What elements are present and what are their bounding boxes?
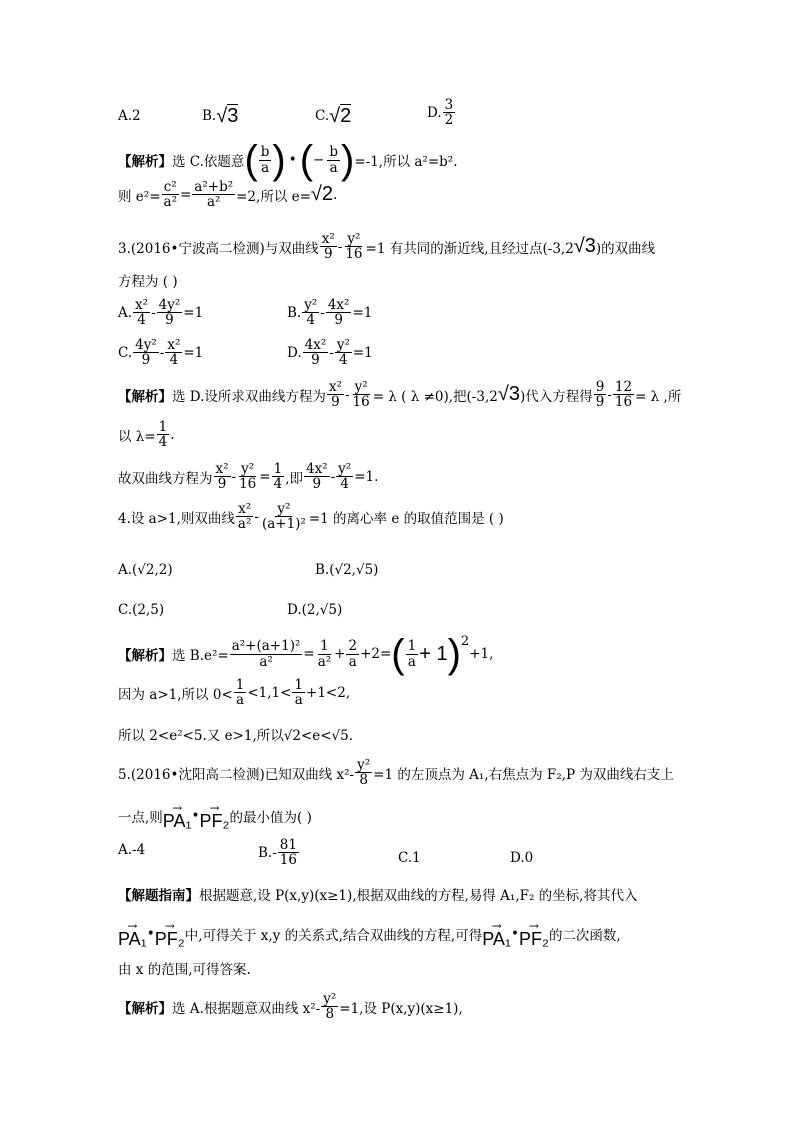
fraction: [320, 232, 337, 261]
q2-option-b-label: B.: [202, 108, 217, 124]
vector-label: PA₁: [118, 929, 147, 949]
q5-guide-line3: [118, 958, 251, 978]
frac-den: 16: [614, 394, 633, 411]
minus: -: [151, 304, 156, 321]
frac-den: a: [236, 692, 245, 709]
option-text: B.(√2,√5): [315, 562, 379, 578]
option-text: A.-4: [118, 842, 146, 858]
plus: +: [334, 646, 346, 662]
q3-option-a: [118, 298, 203, 327]
fraction: [355, 758, 372, 787]
analysis-tag: 【解析】: [118, 1000, 172, 1017]
frac-den: a²: [317, 653, 332, 670]
frac-num: y²: [304, 297, 318, 313]
minus: -: [344, 386, 350, 403]
analysis-text: 故双曲线方程为: [118, 470, 213, 487]
guide-text: 根据题意,设 P(x,y)(x≥1),根据双曲线的方程,易得 A₁,F₂ 的坐标,将其代入: [199, 888, 638, 904]
fraction: [443, 98, 456, 127]
analysis-tag: 【解析】: [118, 648, 172, 664]
sqrt-three: √3: [573, 235, 596, 258]
q4-analysis-line3: [118, 724, 353, 744]
guide-tag: 【解题指南】: [118, 888, 199, 904]
frac-num: x²: [238, 501, 252, 517]
fraction: [346, 639, 359, 668]
vector-label: PF₂: [199, 811, 230, 831]
q5-analysis-line1: [118, 992, 463, 1021]
q2-option-a: [118, 108, 141, 124]
frac-den: 9: [312, 476, 322, 493]
minus: -: [254, 508, 259, 525]
fraction: [613, 380, 634, 409]
frac-num: 4x²: [305, 461, 328, 477]
fraction: [192, 180, 235, 209]
frac-num: 81: [279, 837, 297, 853]
frac-num: c²: [163, 179, 177, 195]
fraction: [260, 502, 308, 531]
frac-den: 4: [339, 352, 348, 369]
frac-num: 1: [407, 638, 417, 655]
dot: •: [510, 926, 519, 942]
frac-num: y²: [347, 231, 361, 247]
frac-num: 3: [444, 97, 454, 113]
frac-den: 4: [273, 476, 283, 493]
equals-one: =1: [183, 344, 204, 361]
frac-den: 4: [137, 312, 146, 329]
frac-num: x²: [135, 297, 149, 313]
option-label: A.: [118, 304, 133, 321]
analysis-text: 选 B.e²=: [172, 648, 229, 664]
q3-stem-line2: [118, 270, 178, 290]
frac-den: a: [348, 653, 357, 670]
q5-option-d: [510, 850, 533, 866]
fraction: [133, 298, 150, 327]
right-paren: ): [447, 632, 461, 676]
frac-den: a²: [206, 194, 221, 211]
fraction: [302, 298, 319, 327]
q3-option-b: [287, 298, 372, 327]
fraction: [327, 380, 344, 409]
question-text: 4.设 a>1,则双曲线: [118, 510, 235, 527]
q2-option-a-text: A.2: [118, 108, 141, 124]
frac-num: 4y²: [158, 297, 181, 313]
option-label: D.: [287, 344, 302, 361]
q2-analysis-line1: [118, 140, 458, 180]
frac-num: 9: [595, 379, 605, 395]
frac-den: a²: [259, 653, 273, 670]
question-text: =1 有共同的渐近线,且经过点(-3,2: [365, 240, 574, 257]
frac-num: y²: [354, 379, 368, 395]
frac-den: 8: [325, 1006, 335, 1023]
frac-num: 4x²: [327, 297, 350, 313]
frac-den: 16: [345, 246, 363, 263]
q3-analysis-line2: [118, 420, 175, 449]
frac-den: a: [261, 159, 270, 176]
frac-num: 1: [158, 419, 168, 435]
minus: -: [159, 344, 165, 361]
arrow-icon: →: [491, 919, 502, 933]
q5-option-c: [398, 850, 421, 866]
left-paren: (: [299, 138, 314, 182]
fraction: [304, 462, 330, 491]
dot: •: [288, 152, 297, 168]
equals: =: [259, 468, 271, 485]
question-text: )的双曲线: [595, 240, 656, 257]
frac-num: a²+(a+1)²: [231, 638, 301, 655]
frac-num: 1: [273, 461, 283, 477]
dot: •: [191, 808, 200, 824]
frac-num: y²: [338, 461, 352, 477]
analysis-text: =1.: [354, 468, 379, 485]
analysis-text: =-1,所以 a²=b².: [354, 154, 458, 170]
analysis-text: =2,所以 e=: [236, 188, 311, 205]
minus: -: [329, 344, 334, 361]
vector-pa1: [482, 920, 511, 948]
fraction: [327, 145, 340, 174]
frac-num: x²: [167, 337, 181, 353]
q4-option-d: [287, 602, 342, 618]
frac-den: 4: [169, 352, 179, 369]
q5-stem-line2: [118, 802, 312, 830]
equals-one: =1: [183, 304, 204, 321]
frac-den: 9: [595, 394, 605, 411]
question-text: 一点,则: [118, 810, 163, 826]
frac-den: a²: [237, 516, 252, 533]
minus: -: [337, 238, 343, 255]
fraction: [278, 838, 299, 867]
right-paren: ): [341, 138, 355, 182]
analysis-tag: 【解析】: [118, 388, 172, 405]
vector-label: PF₂: [154, 929, 185, 949]
arrow-icon: →: [127, 919, 138, 933]
question-text: 5.(2016•沈阳高二检测)已知双曲线 x²-: [118, 766, 355, 783]
analysis-text: +1<2,: [306, 684, 351, 701]
exponent: 2: [460, 634, 470, 649]
fraction: [157, 298, 183, 327]
option-text: C.(2,5): [118, 602, 165, 618]
option-label: B.-: [258, 844, 277, 861]
equals-one: =1: [352, 304, 373, 321]
q3-stem-line1: [118, 232, 655, 261]
arrow-icon: →: [172, 801, 183, 815]
option-label: B.: [287, 304, 302, 321]
vector-pf2: [519, 920, 549, 948]
q2-option-c-radicand: 2: [340, 105, 352, 127]
fraction: [230, 639, 303, 668]
frac-num: y²: [277, 501, 291, 517]
plus-one: + 1: [419, 642, 448, 665]
vector-pa1: [118, 920, 147, 948]
period: .: [170, 426, 175, 443]
minus: -: [330, 468, 336, 485]
minus: -: [231, 468, 237, 485]
analysis-text: = λ ,所: [635, 388, 682, 405]
frac-num: x²: [215, 461, 229, 477]
q4-option-a: [118, 562, 173, 578]
left-paren: (: [244, 138, 258, 182]
sqrt-two: √2: [310, 183, 334, 206]
option-text: D.(2,√5): [287, 602, 343, 618]
fraction: [406, 639, 419, 668]
analysis-text: 选 D.设所求双曲线方程为: [172, 388, 326, 405]
vector-pf2: [155, 920, 185, 948]
fraction: [335, 338, 352, 367]
vector-label: PA₁: [162, 811, 192, 831]
q5-guide-line2: [118, 920, 621, 948]
analysis-text: 则 e²=: [118, 188, 161, 205]
frac-den: 16: [239, 476, 257, 493]
analysis-text: +1,: [469, 646, 494, 662]
right-paren: ): [272, 138, 286, 182]
analysis-text: 以 λ=: [118, 428, 156, 445]
frac-den: a: [329, 159, 338, 176]
frac-num: x²: [321, 231, 335, 247]
fraction: [343, 232, 364, 261]
fraction: [594, 380, 607, 409]
q5-option-a: [118, 842, 145, 858]
question-text: =1 的左顶点为 A₁,右焦点为 F₂,P 为双曲线右支上: [373, 766, 674, 783]
question-text: =1 的离心率 e 的取值范围是 ( ): [308, 510, 504, 527]
frac-den: 9: [311, 352, 320, 369]
frac-num: 1: [320, 638, 329, 655]
q4-analysis-line2: [118, 678, 350, 707]
minus: -: [320, 304, 325, 321]
frac-den: a²: [163, 194, 177, 211]
analysis-text: 选 C.依题意: [172, 154, 245, 170]
fraction: [236, 502, 253, 531]
fraction: [316, 639, 333, 668]
frac-den: a: [294, 692, 303, 709]
arrow-icon: →: [164, 919, 175, 933]
q4-option-b: [315, 562, 378, 578]
frac-den: 9: [141, 352, 151, 369]
frac-num: x²: [328, 379, 342, 395]
q5-stem-line1: [118, 758, 674, 787]
option-text: A.(√2,2): [118, 562, 173, 578]
analysis-text: 因为 a>1,所以 0<: [118, 686, 233, 703]
option-label: C.: [118, 344, 133, 361]
fraction: [326, 298, 352, 327]
sqrt-three: √3: [497, 383, 520, 406]
equals-one: =1: [352, 344, 373, 361]
sqrt-symbol: √: [329, 104, 341, 127]
fraction: [292, 678, 305, 707]
vector-label: PA₁: [482, 929, 511, 949]
fraction: [336, 462, 353, 491]
q3-option-c: [118, 338, 203, 367]
frac-num: y²: [241, 461, 255, 477]
dot: •: [146, 926, 155, 942]
minus: -: [607, 386, 612, 403]
q3-analysis-line3: [118, 462, 378, 491]
guide-text: 的二次函数,: [548, 928, 621, 944]
q2-option-d-label: D.: [427, 104, 442, 121]
q2-option-d: [427, 98, 456, 127]
fraction: [165, 338, 182, 367]
left-paren: (: [391, 632, 405, 676]
frac-den: 9: [165, 312, 174, 329]
frac-num: y²: [323, 991, 337, 1007]
fraction: [234, 678, 247, 707]
frac-num: 4x²: [304, 337, 327, 353]
analysis-text: +2=: [360, 646, 392, 662]
frac-num: y²: [357, 757, 371, 773]
fraction: [259, 145, 272, 174]
q2-option-c: [315, 104, 351, 128]
fraction: [351, 380, 372, 409]
q3-analysis-line1: [118, 380, 681, 409]
fraction: [157, 420, 170, 449]
frac-den: 9: [331, 394, 340, 411]
option-text: D.0: [510, 850, 534, 866]
frac-num: b: [329, 144, 339, 161]
analysis-text: 所以 2<e²<5.又 e>1,所以√2<e<√5.: [118, 728, 354, 744]
frac-den: 2: [444, 112, 454, 129]
fraction: [237, 462, 258, 491]
arrow-icon: →: [528, 919, 539, 933]
frac-den: 4: [340, 476, 349, 493]
frac-num: 1: [294, 677, 304, 693]
frac-num: y²: [336, 337, 350, 353]
q2-option-b: [202, 104, 238, 128]
q4-stem: [118, 502, 504, 531]
frac-num: 1: [235, 677, 245, 693]
frac-den: 9: [334, 312, 343, 329]
fraction: [321, 992, 338, 1021]
frac-den: a: [407, 653, 416, 670]
frac-num: a²+b²: [194, 179, 234, 195]
question-text: 的最小值为( ): [229, 810, 312, 826]
frac-num: 2: [348, 638, 358, 655]
q4-analysis-line1: [118, 634, 493, 674]
question-text: 3.(2016•宁波高二检测)与双曲线: [118, 240, 319, 257]
vector-label: PF₂: [518, 929, 549, 949]
fraction: [272, 462, 285, 491]
frac-den: 16: [279, 852, 297, 869]
analysis-text: =1,设 P(x,y)(x≥1),: [339, 1000, 463, 1017]
q2-option-c-label: C.: [315, 108, 330, 124]
frac-den: 4: [158, 434, 168, 451]
fraction: [162, 180, 179, 209]
equals: =: [303, 646, 315, 662]
q4-option-c: [118, 602, 164, 618]
period: .: [333, 186, 338, 203]
frac-num: b: [260, 144, 270, 161]
q2-option-b-radicand: 3: [227, 105, 239, 127]
guide-text: 中,可得关于 x,y 的关系式,结合双曲线的方程,可得: [184, 928, 483, 944]
equals: =: [179, 186, 192, 203]
q5-option-b: [258, 838, 300, 867]
question-text: 方程为 ( ): [118, 274, 178, 290]
analysis-text: <1,1<: [247, 684, 292, 701]
analysis-text: = λ ( λ ≠0),把(-3,2: [372, 388, 498, 405]
q2-analysis-line2: [118, 180, 337, 209]
frac-num: 12: [614, 379, 633, 395]
guide-text: 由 x 的范围,可得答案.: [118, 962, 251, 978]
vector-pa1: [163, 802, 192, 830]
fraction: [214, 462, 231, 491]
frac-den: 4: [306, 312, 316, 329]
frac-den: 8: [359, 772, 368, 789]
frac-den: (a+1)²: [261, 516, 306, 533]
analysis-text: ,即: [285, 470, 303, 487]
fraction: [303, 338, 329, 367]
sqrt-symbol: √: [216, 104, 228, 127]
vector-pf2: [200, 802, 230, 830]
frac-den: 16: [352, 394, 370, 411]
option-text: C.1: [398, 850, 421, 866]
analysis-tag: 【解析】: [118, 154, 172, 170]
q5-guide-line1: [118, 884, 637, 904]
analysis-text: )代入方程得: [519, 388, 593, 405]
frac-den: 9: [217, 476, 227, 493]
q3-option-d: [287, 338, 373, 367]
fraction: [133, 338, 159, 367]
arrow-icon: →: [209, 801, 220, 815]
minus: −: [313, 152, 325, 168]
frac-den: 9: [323, 246, 333, 263]
analysis-text: 选 A.根据题意双曲线 x²-: [172, 1000, 321, 1017]
frac-num: 4y²: [135, 337, 157, 353]
